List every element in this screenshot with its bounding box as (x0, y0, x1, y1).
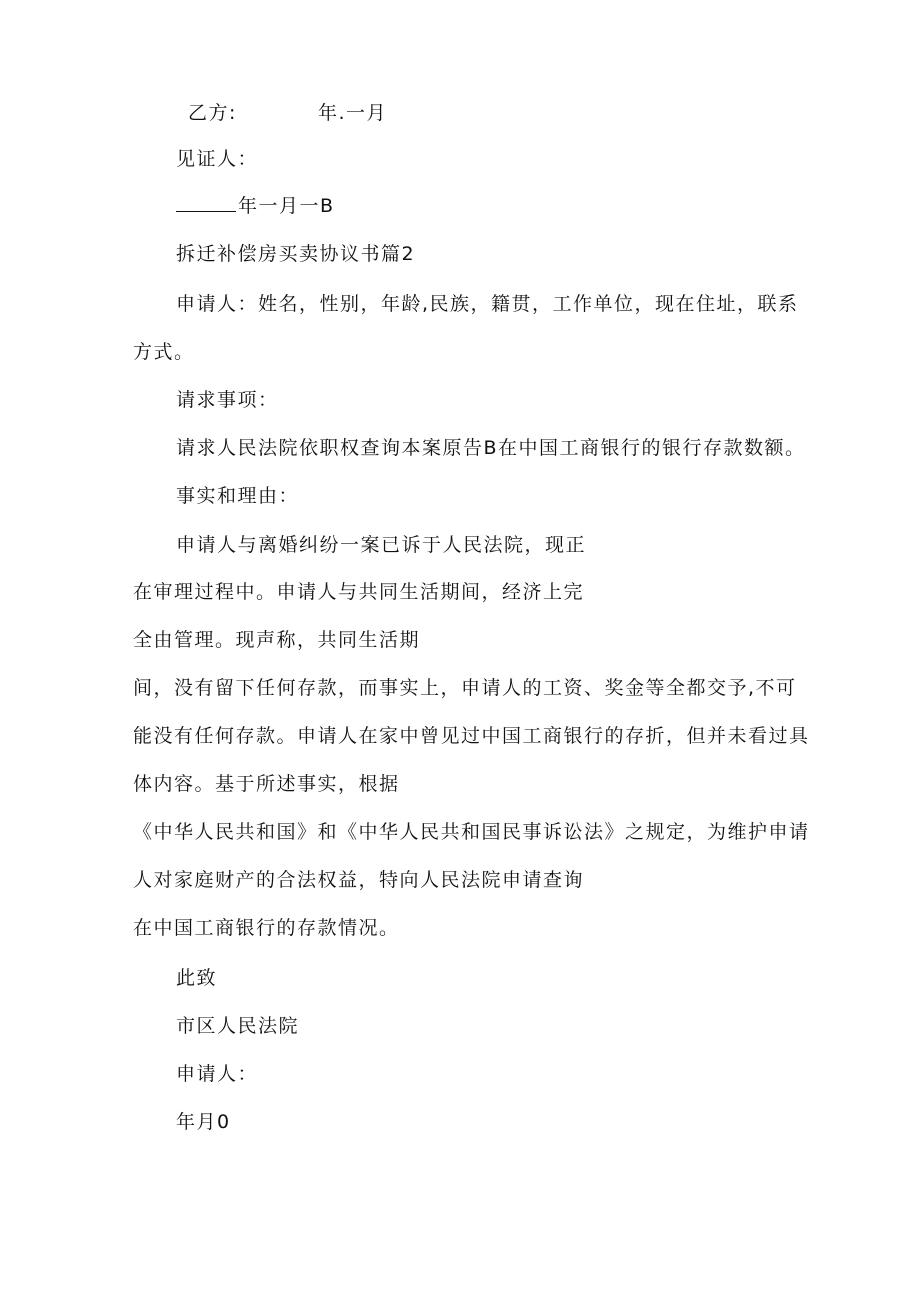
request-heading: 请求事项： (176, 389, 279, 411)
date-line (176, 194, 335, 218)
party-b-date: 年.一月 (318, 102, 388, 124)
witness-label: 见证人： (176, 148, 259, 170)
end-date: 年月0 (176, 1111, 231, 1133)
facts-line: 在中国工商银行的存款情况。 (133, 917, 400, 939)
facts-line: 申请人与离婚纠纷一案已诉于人民法院，现正 (176, 534, 587, 556)
facts-line: 全由管理。现声称，共同生活期 (133, 629, 421, 651)
applicant-info-line-1: 申请人：姓名，性别，年龄,民族，籍贯，工作单位，现在住址，联系 (176, 293, 799, 315)
facts-line: 间，没有留下任何存款，而事实上，申请人的工资、奖金等全都交予,不可 (133, 677, 797, 699)
facts-line: 体内容。基于所述事实，根据 (133, 773, 400, 795)
request-body: 请求人民法院依职权查询本案原告B在中国工商银行的银行存款数额。 (176, 437, 806, 459)
party-b-label: 乙方: (188, 102, 237, 124)
closing-text: 此致 (176, 967, 218, 989)
applicant-info-line-2: 方式。 (133, 341, 195, 363)
signature-label: 申请人： (176, 1063, 259, 1085)
facts-heading: 事实和理由： (176, 485, 300, 507)
facts-line: 《中华人民共和国》和《中华人民共和国民事诉讼法》之规定，为维护申请 (133, 821, 810, 843)
blank-underline (176, 197, 236, 212)
facts-line: 人对家庭财产的合法权益，特向人民法院申请查询 (133, 869, 585, 891)
date-line-text: 年一月一B (238, 195, 335, 217)
facts-line: 能没有任何存款。申请人在家中曾见过中国工商银行的存折，但并未看过具 (133, 725, 810, 747)
court-name: 市区人民法院 (176, 1015, 300, 1037)
facts-line: 在审理过程中。申请人与共同生活期间，经济上完 (133, 581, 585, 603)
section-title: 拆迁补偿房买卖协议书篇2 (176, 243, 416, 265)
